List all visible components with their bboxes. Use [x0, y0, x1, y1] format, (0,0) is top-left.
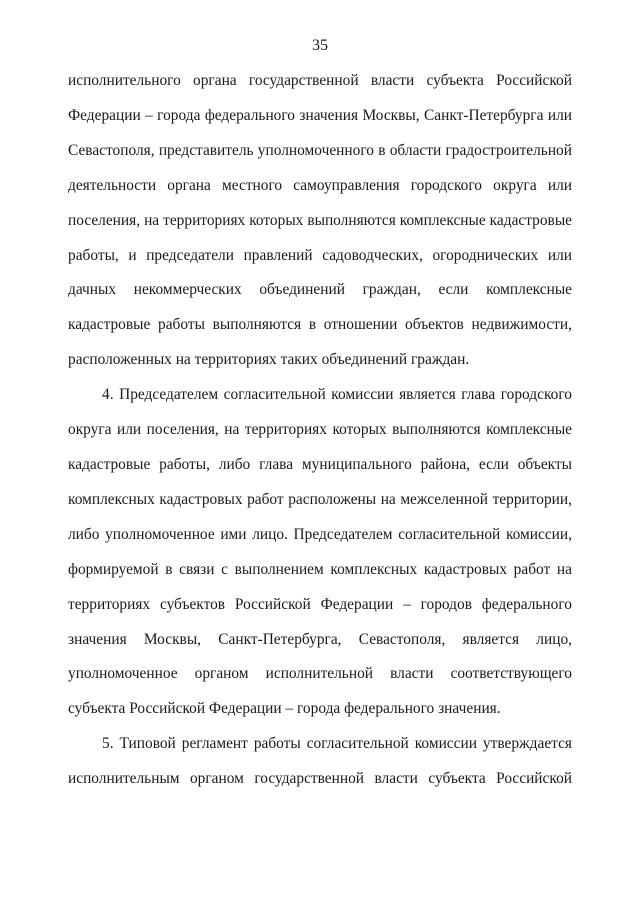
- text-line: работы, и председатели правлений садоводческих, огороднических или: [68, 246, 572, 264]
- text-line: исполнительным органом государственной власти субъекта Российской: [68, 770, 572, 788]
- body-text: [68, 64, 572, 797]
- text-line: формируемой в связи с выполнением комплексных кадастровых работ на: [68, 560, 572, 578]
- text-line: исполнительного органа государственной власти субъекта Российской: [68, 72, 572, 89]
- text-line: округа или поселения, на территориях которых выполняются комплексные: [68, 421, 572, 439]
- text-line: расположенных на территориях таких объединений граждан.: [68, 351, 470, 369]
- page-number: 35: [312, 37, 328, 54]
- text-line: 4. Председателем согласительной комиссии является глава городского: [102, 386, 572, 404]
- text-line: субъекта Российской Федерации – города федерального значения.: [68, 700, 501, 718]
- text-line: территориях субъектов Российской Федерации – городов федерального: [68, 595, 572, 613]
- text-line: комплексных кадастровых работ расположены на межселенной территории,: [68, 490, 572, 508]
- text-line: поселения, на территориях которых выполняются комплексные кадастровые: [68, 211, 572, 229]
- text-line: 5. Типовой регламент работы согласительной комиссии утверждается: [102, 735, 572, 753]
- text-line: Севастополя, представитель уполномоченного в области градостроительной: [68, 141, 572, 159]
- text-line: дачных некоммерческих объединений граждан, если комплексные: [68, 281, 572, 299]
- text-line: деятельности органа местного самоуправления городского округа или: [68, 176, 572, 194]
- text-line: кадастровые работы, либо глава муниципального района, если объекты: [68, 455, 572, 473]
- text-line: значения Москвы, Санкт-Петербурга, Севастополя, является лицо,: [68, 630, 572, 648]
- text-line: либо уполномоченное ими лицо. Председателем согласительной комиссии,: [68, 525, 572, 543]
- text-line: Федерации – города федерального значения Москвы, Санкт-Петербурга или: [68, 106, 572, 124]
- text-line: уполномоченное органом исполнительной власти соответствующего: [68, 665, 572, 683]
- text-line: кадастровые работы выполняются в отношении объектов недвижимости,: [68, 316, 572, 334]
